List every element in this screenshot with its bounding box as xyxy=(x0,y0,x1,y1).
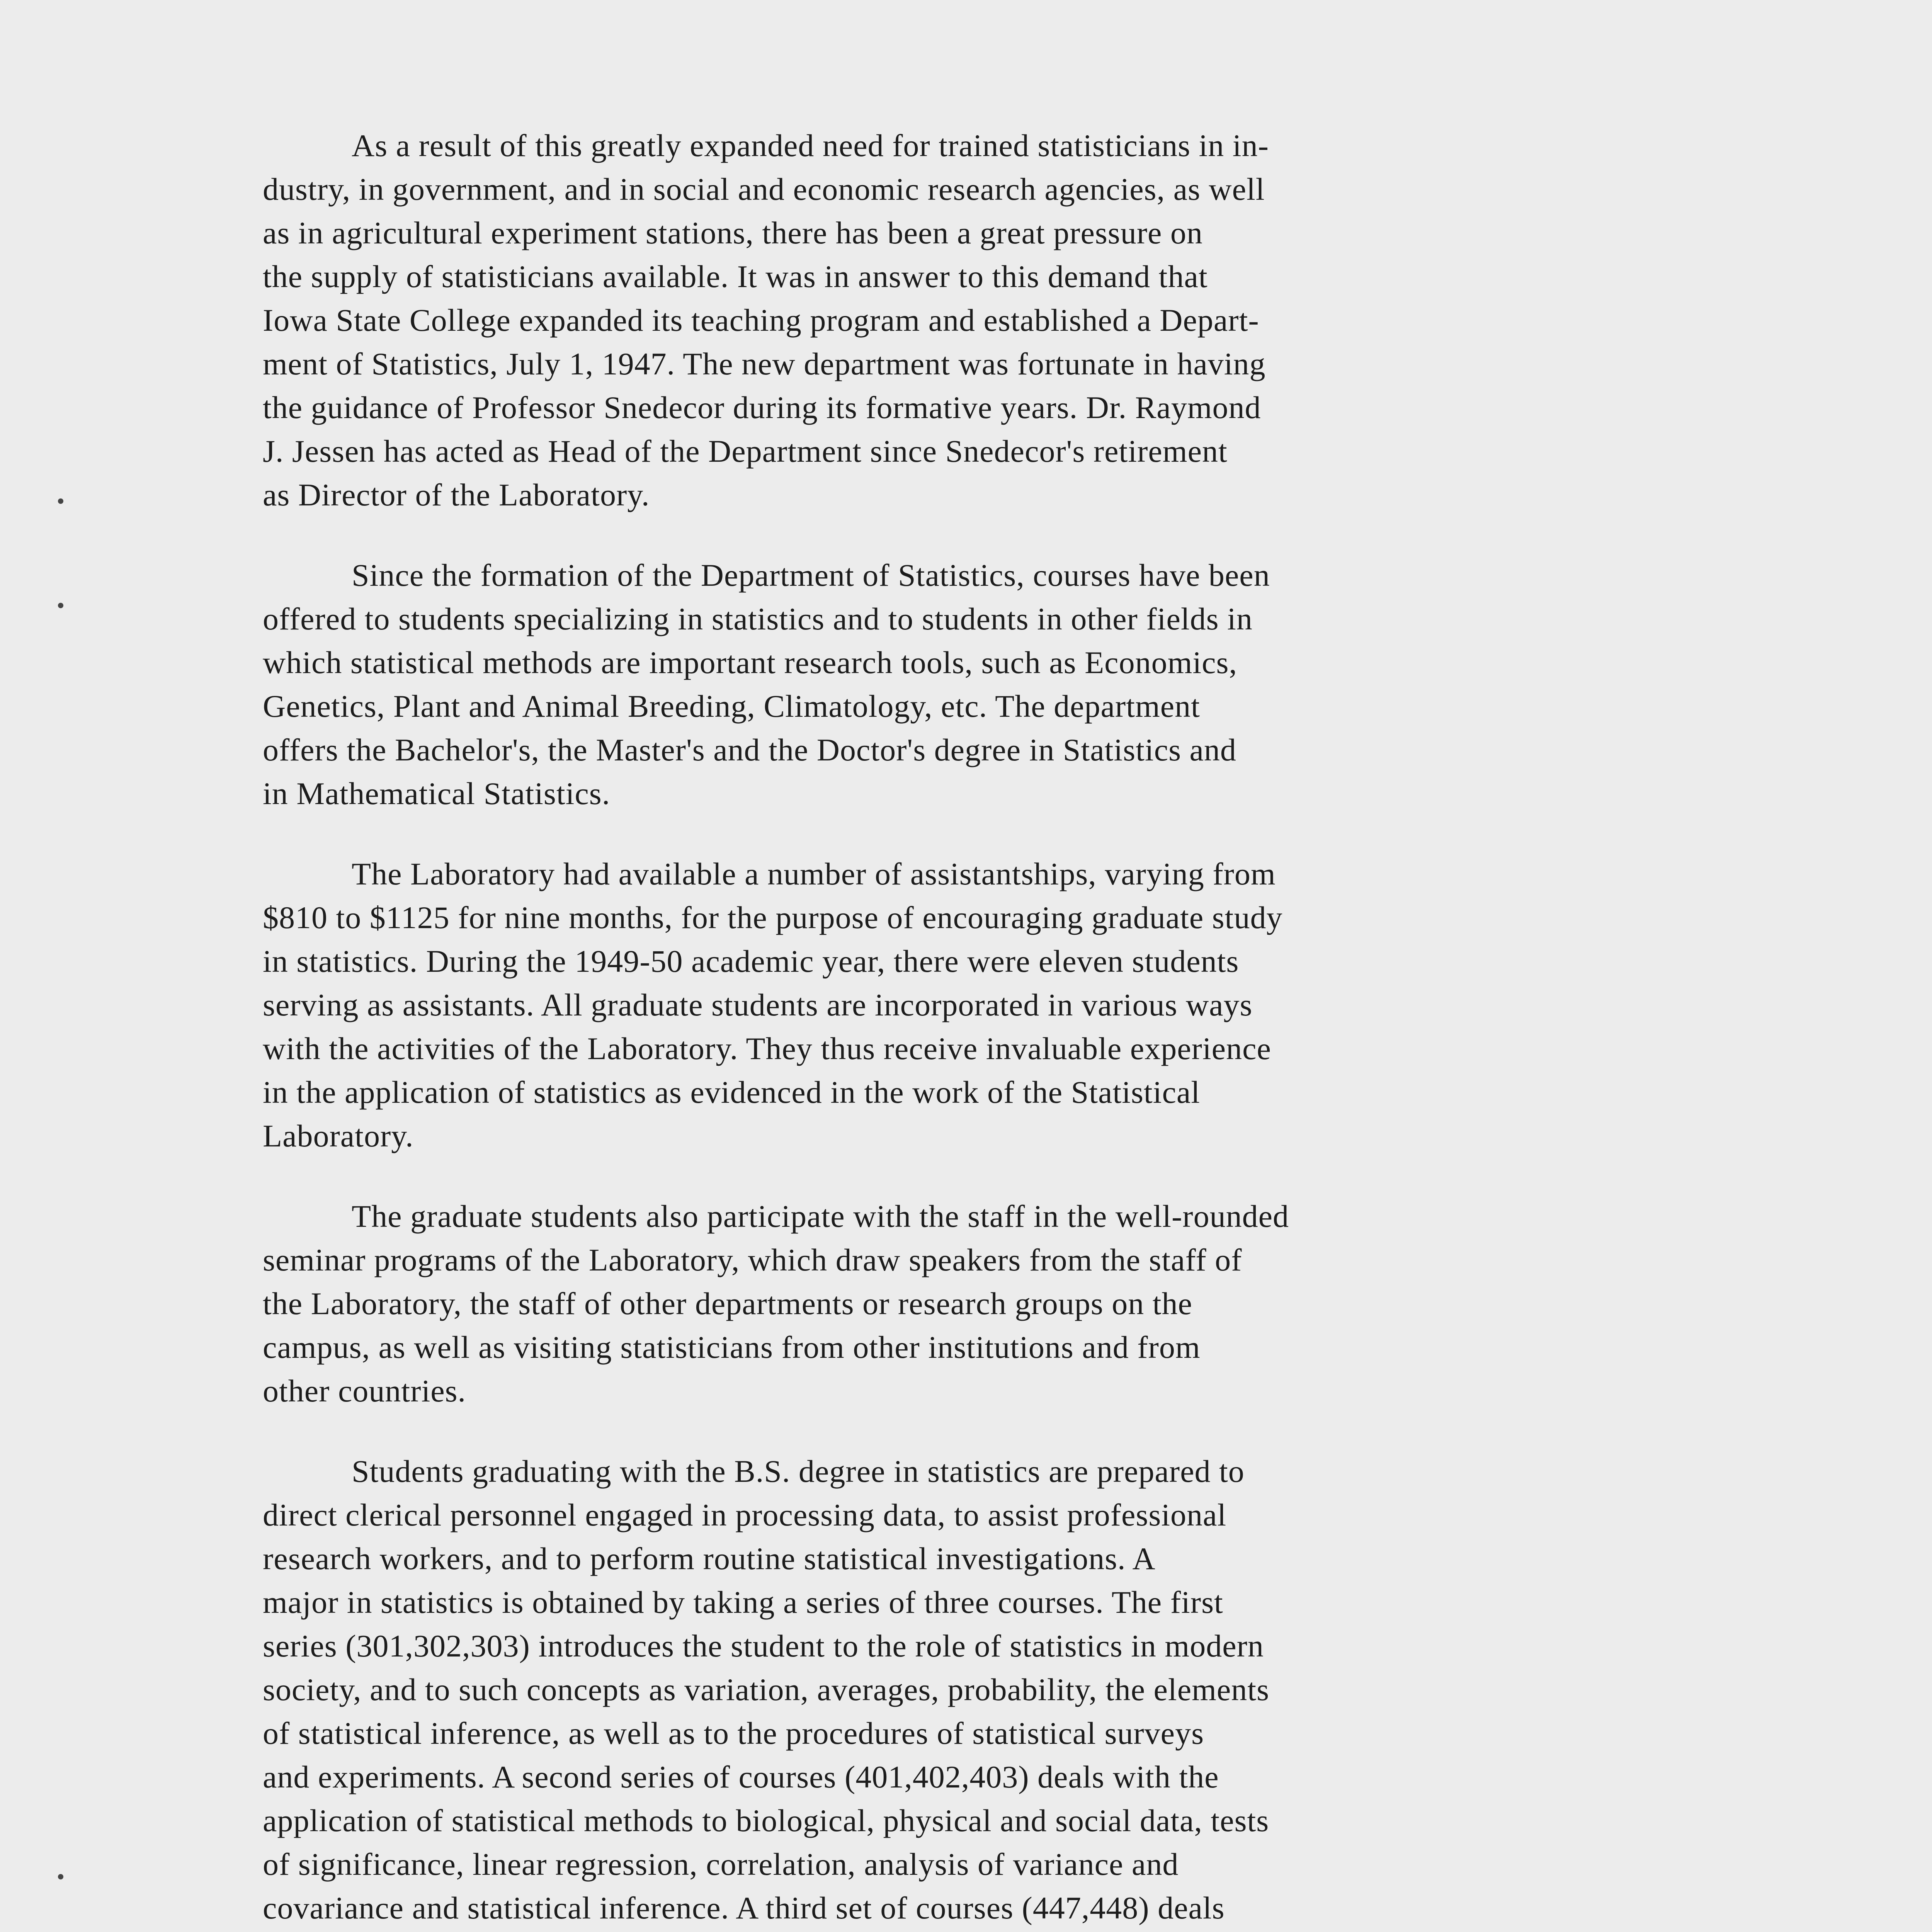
text-line: as in agricultural experiment stations, there has been a great pressure on xyxy=(263,215,1203,250)
text-line: as Director of the Laboratory. xyxy=(263,477,650,512)
text-line: society, and to such concepts as variation, averages, probability, the elements xyxy=(263,1672,1269,1707)
paragraph-department-courses xyxy=(263,553,1804,815)
text-line: serving as assistants. All graduate students are incorporated in various ways xyxy=(263,987,1253,1022)
text-line: Genetics, Plant and Animal Breeding, Climatology, etc. The department xyxy=(263,689,1200,724)
text-line: major in statistics is obtained by taking a series of three courses. The first xyxy=(263,1585,1223,1620)
text-line: the Laboratory, the staff of other departments or research groups on the xyxy=(263,1286,1192,1321)
text-line: The Laboratory had available a number of assistantships, varying from xyxy=(352,856,1276,891)
text-line: of statistical inference, as well as to the procedures of statistical surveys xyxy=(263,1716,1204,1751)
paragraph-assistantships xyxy=(263,852,1804,1158)
text-line: $810 to $1125 for nine months, for the purpose of encouraging graduate study xyxy=(263,900,1283,935)
text-line: the supply of statisticians available. It was in answer to this demand that xyxy=(263,259,1208,294)
text-line: ment of Statistics, July 1, 1947. The new department was fortunate in having xyxy=(263,346,1266,381)
text-line: with the activities of the Laboratory. They thus receive invaluable experience xyxy=(263,1031,1271,1066)
text-line: The graduate students also participate with the staff in the well-rounded xyxy=(352,1199,1289,1234)
text-line: As a result of this greatly expanded need for trained statisticians in in- xyxy=(352,128,1269,163)
text-line: and experiments. A second series of courses (401,402,403) deals with the xyxy=(263,1759,1219,1794)
text-line: J. Jessen has acted as Head of the Department since Snedecor's retirement xyxy=(263,434,1228,469)
text-line: direct clerical personnel engaged in processing data, to assist professional xyxy=(263,1497,1227,1532)
text-line: dustry, in government, and in social and economic research agencies, as well xyxy=(263,172,1265,207)
margin-mark xyxy=(58,603,63,608)
paragraph-seminar-programs xyxy=(263,1194,1804,1413)
margin-mark xyxy=(58,498,63,504)
text-line: campus, as well as visiting statisticians from other institutions and from xyxy=(263,1330,1201,1365)
text-line xyxy=(263,1930,1804,1932)
margin-mark xyxy=(58,1874,63,1879)
text-line: research workers, and to perform routine statistical investigations. A xyxy=(263,1541,1156,1576)
text-line: covariance and statistical inference. A third set of courses (447,448) deals xyxy=(263,1890,1225,1925)
paragraph-bs-degree xyxy=(263,1449,1804,1932)
text-line: in statistics. During the 1949-50 academic year, there were eleven students xyxy=(263,944,1239,979)
text-line: Students graduating with the B.S. degree in statistics are prepared to xyxy=(352,1454,1245,1489)
text-line: Since the formation of the Department of Statistics, courses have been xyxy=(352,558,1270,593)
text-line: offers the Bachelor's, the Master's and the Doctor's degree in Statistics and xyxy=(263,732,1236,767)
text-line: offered to students specializing in statistics and to students in other fields in xyxy=(263,601,1253,636)
paragraph-statisticians-demand xyxy=(263,124,1804,517)
text-line: in Mathematical Statistics. xyxy=(263,776,611,811)
text-line: other countries. xyxy=(263,1373,466,1408)
text-line: Laboratory. xyxy=(263,1118,414,1153)
text-line: in the application of statistics as evidenced in the work of the Statistical xyxy=(263,1075,1201,1110)
text-line: application of statistical methods to biological, physical and social data, tests xyxy=(263,1803,1269,1838)
body-text xyxy=(263,124,1804,1932)
text-line: the guidance of Professor Snedecor during its formative years. Dr. Raymond xyxy=(263,390,1261,425)
text-line: which statistical methods are important research tools, such as Economics, xyxy=(263,645,1237,680)
text-line: of significance, linear regression, correlation, analysis of variance and xyxy=(263,1847,1179,1882)
text-line: Iowa State College expanded its teaching program and established a Depart- xyxy=(263,303,1259,338)
text-line: seminar programs of the Laboratory, which draw speakers from the staff of xyxy=(263,1242,1242,1277)
text-line: series (301,302,303) introduces the student to the role of statistics in modern xyxy=(263,1628,1264,1663)
